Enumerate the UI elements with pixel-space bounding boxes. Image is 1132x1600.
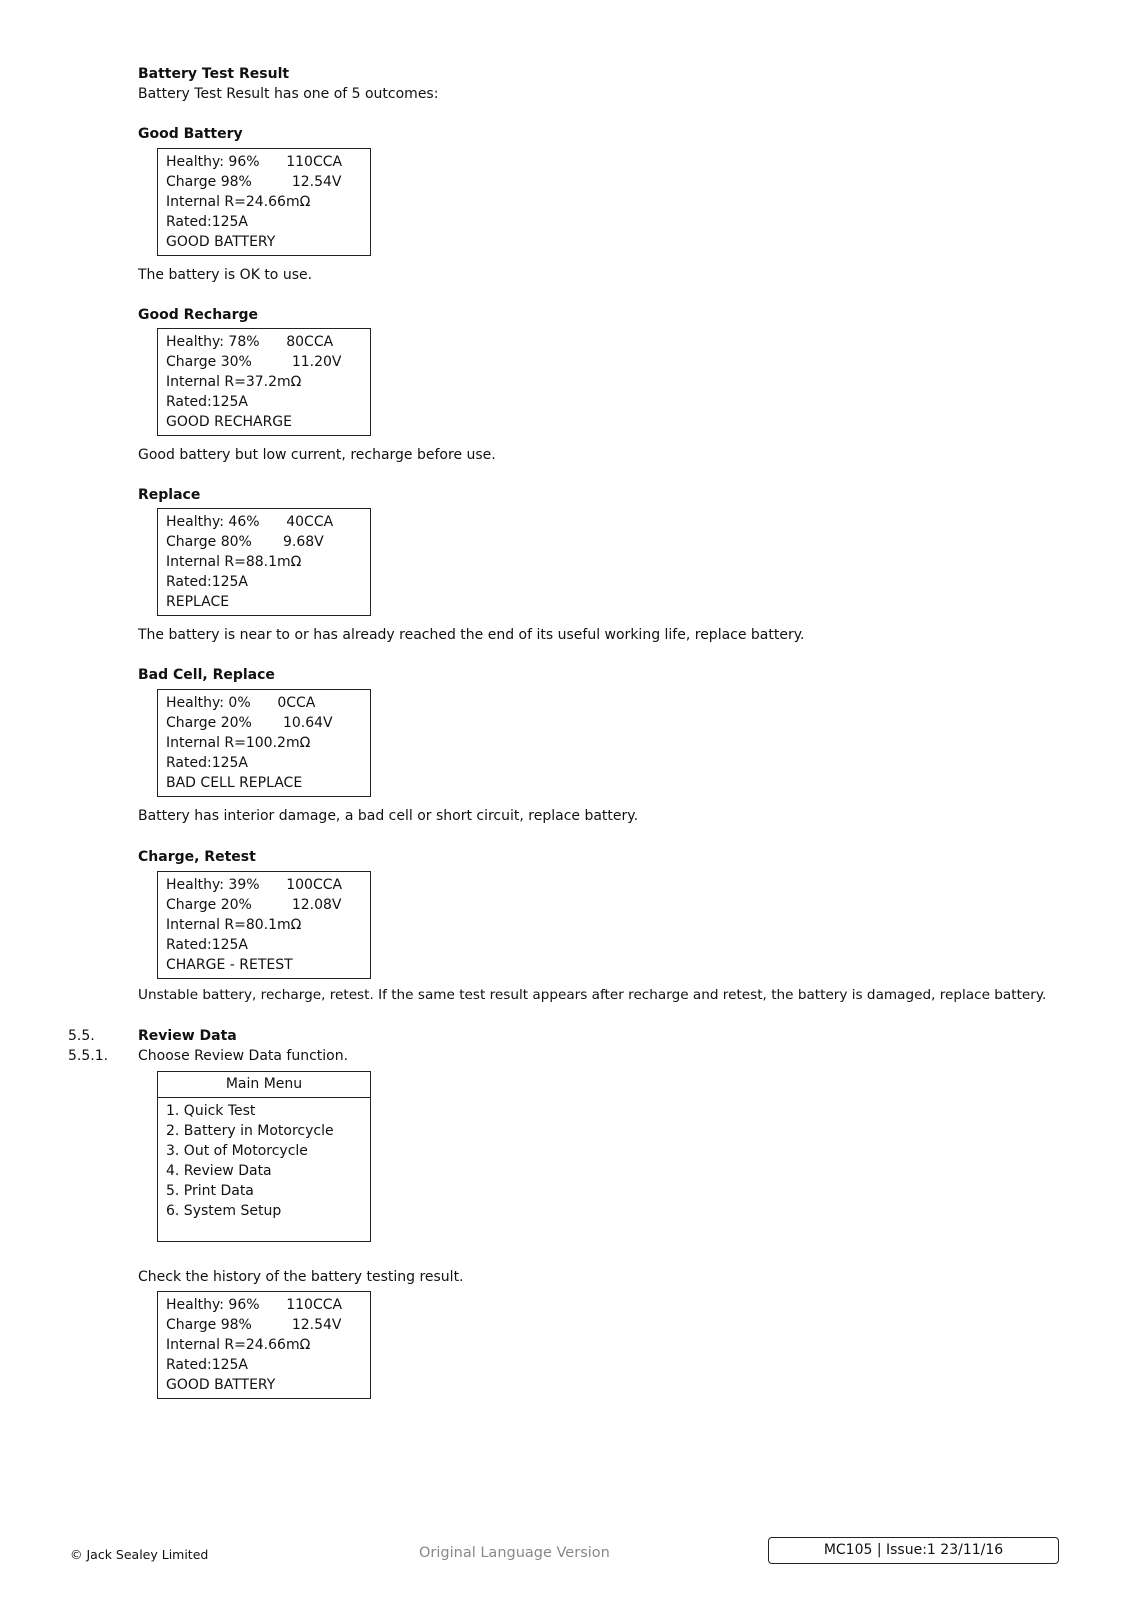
lcd-line: BAD CELL REPLACE: [166, 775, 303, 791]
section-number: 5.5.: [68, 1028, 95, 1044]
result-heading: Good Recharge: [138, 307, 259, 323]
lcd-display: [157, 328, 371, 436]
footer-copyright: © Jack Sealey Limited: [70, 1547, 209, 1562]
history-text: Check the history of the battery testing result.: [138, 1269, 464, 1285]
result-description: Good battery but low current, recharge before use.: [138, 447, 496, 463]
result-heading: Replace: [138, 487, 201, 503]
lcd-line: Charge 80% 9.68V: [166, 534, 324, 550]
lcd-display: [157, 1291, 371, 1399]
menu-item: 5. Print Data: [166, 1183, 254, 1199]
lcd-line: Internal R=24.66mΩ: [166, 194, 311, 210]
lcd-line: GOOD BATTERY: [166, 234, 276, 250]
result-description: The battery is OK to use.: [138, 267, 313, 283]
main-menu-display: [157, 1071, 371, 1242]
result-description: Battery has interior damage, a bad cell or short circuit, replace battery.: [138, 808, 639, 824]
result-description: Unstable battery, recharge, retest. If the same test result appears after recharge and retest, the battery is damaged, replace battery.: [138, 987, 1047, 1003]
result-heading: Bad Cell, Replace: [138, 667, 275, 683]
lcd-line: Healthy: 78% 80CCA: [166, 334, 334, 350]
lcd-line: Charge 98% 12.54V: [166, 1317, 342, 1333]
lcd-line: Internal R=37.2mΩ: [166, 374, 302, 390]
lcd-line: REPLACE: [166, 594, 230, 610]
result-heading: Good Battery: [138, 126, 243, 142]
lcd-display: [157, 148, 371, 256]
lcd-line: Rated:125A: [166, 574, 249, 590]
main-menu-title: Main Menu: [158, 1072, 370, 1098]
lcd-line: Charge 20% 12.08V: [166, 897, 342, 913]
lcd-line: Rated:125A: [166, 937, 249, 953]
lcd-line: Internal R=100.2mΩ: [166, 735, 311, 751]
menu-item: 3. Out of Motorcycle: [166, 1143, 308, 1159]
lcd-line: Rated:125A: [166, 214, 249, 230]
lcd-line: CHARGE - RETEST: [166, 957, 293, 973]
lcd-line: Healthy: 96% 110CCA: [166, 154, 343, 170]
lcd-line: Healthy: 39% 100CCA: [166, 877, 343, 893]
lcd-line: Charge 30% 11.20V: [166, 354, 342, 370]
footer-version: Original Language Version: [419, 1545, 610, 1561]
menu-item: 2. Battery in Motorcycle: [166, 1123, 334, 1139]
lcd-line: Healthy: 96% 110CCA: [166, 1297, 343, 1313]
lcd-line: Rated:125A: [166, 394, 249, 410]
lcd-line: Internal R=24.66mΩ: [166, 1337, 311, 1353]
lcd-line: Charge 20% 10.64V: [166, 715, 333, 731]
section-title: Review Data: [138, 1028, 237, 1044]
lcd-line: Rated:125A: [166, 1357, 249, 1373]
lcd-line: Healthy: 46% 40CCA: [166, 514, 334, 530]
lcd-display: [157, 508, 371, 616]
menu-item: 6. System Setup: [166, 1203, 282, 1219]
lcd-line: Internal R=88.1mΩ: [166, 554, 302, 570]
result-description: The battery is near to or has already reached the end of its useful working life, replace battery.: [138, 627, 805, 643]
lcd-line: Rated:125A: [166, 755, 249, 771]
menu-item: 1. Quick Test: [166, 1103, 256, 1119]
lcd-display: [157, 871, 371, 979]
step-number: 5.5.1.: [68, 1048, 109, 1064]
result-heading: Charge, Retest: [138, 849, 256, 865]
step-text: Choose Review Data function.: [138, 1048, 349, 1064]
lcd-line: Internal R=80.1mΩ: [166, 917, 302, 933]
section-heading: Battery Test Result: [138, 66, 290, 82]
lcd-line: Charge 98% 12.54V: [166, 174, 342, 190]
menu-item: 4. Review Data: [166, 1163, 272, 1179]
lcd-line: Healthy: 0% 0CCA: [166, 695, 316, 711]
intro-text: Battery Test Result has one of 5 outcomes:: [138, 86, 439, 102]
footer-doc-ref: MC105 | Issue:1 23/11/16: [768, 1537, 1059, 1564]
lcd-line: GOOD BATTERY: [166, 1377, 276, 1393]
lcd-display: [157, 689, 371, 797]
lcd-line: GOOD RECHARGE: [166, 414, 292, 430]
